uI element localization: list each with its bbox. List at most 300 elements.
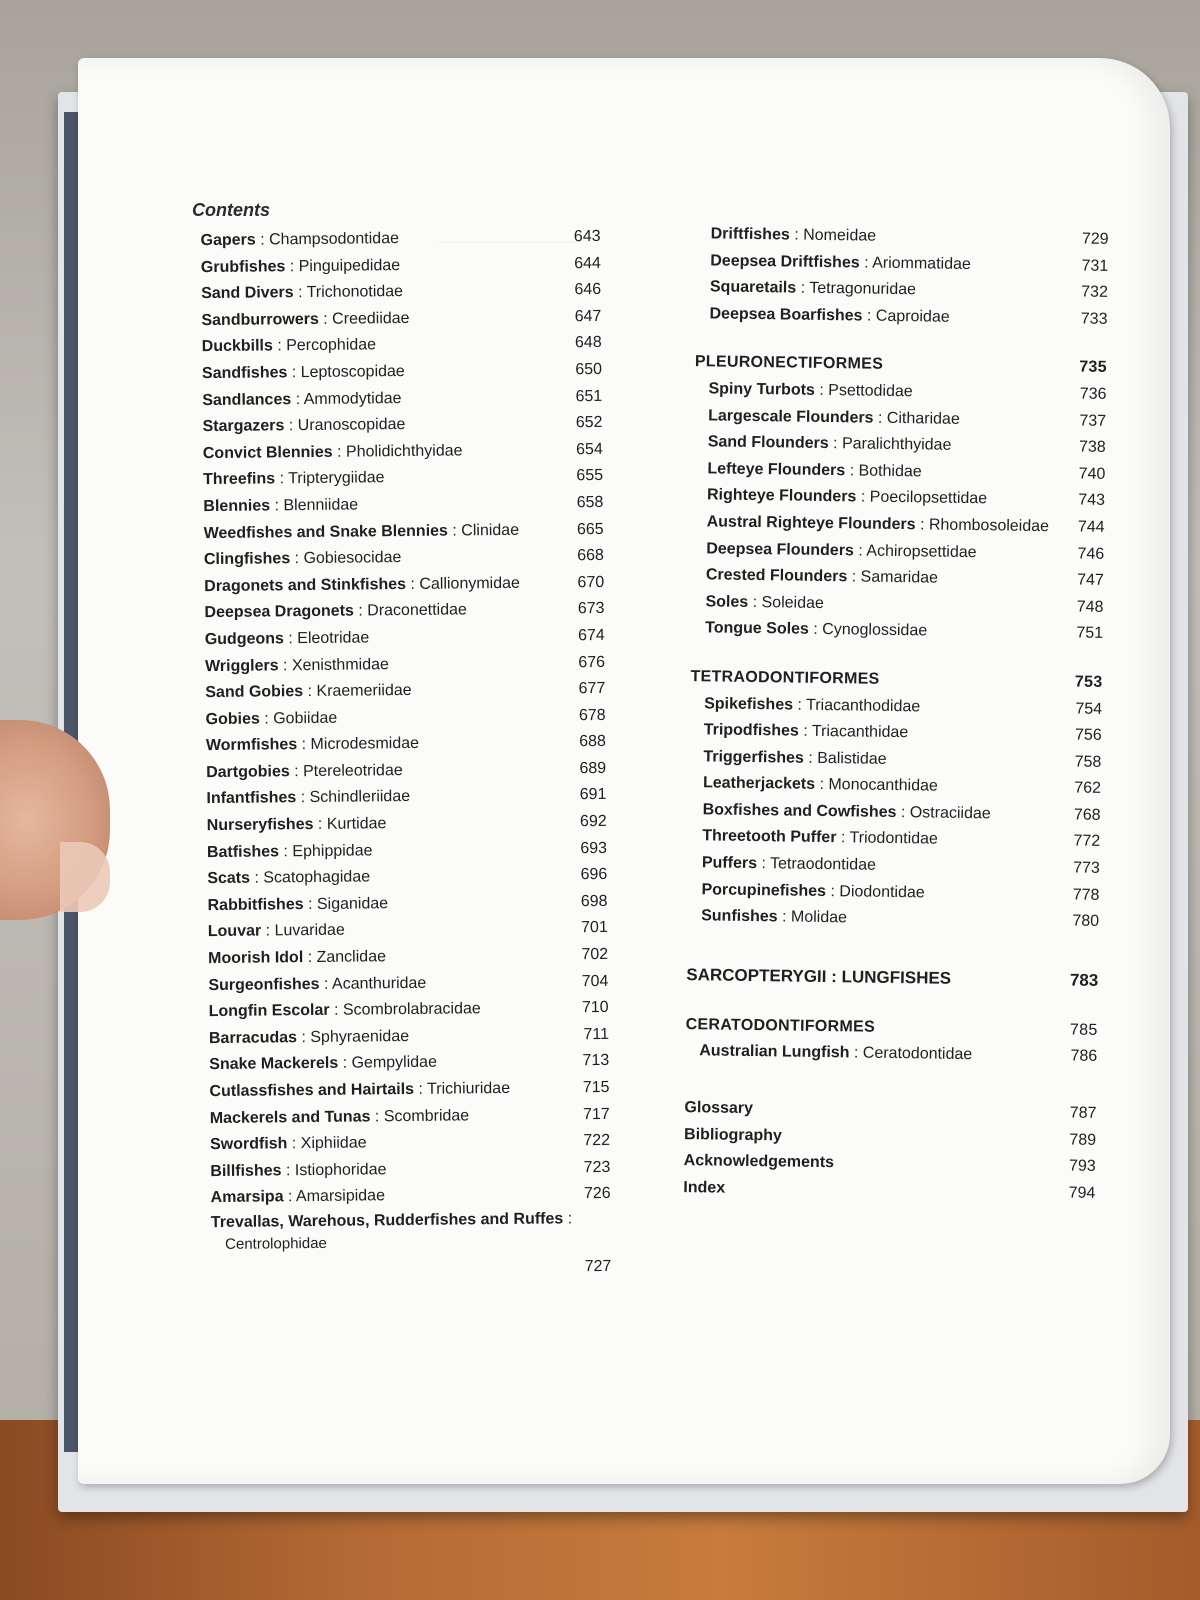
toc-entry[interactable]	[201, 251, 601, 282]
entry-common-name: Surgeonfishes	[208, 975, 320, 994]
entry-page-number: 691	[579, 786, 607, 804]
entry-common-name: Driftfishes	[710, 225, 790, 244]
entry-family-name: Blenniidae	[283, 496, 359, 515]
entry-common-name: Spikefishes	[704, 694, 794, 714]
back-matter-label: Glossary	[684, 1099, 754, 1118]
entry-common-name: Dartgobies	[206, 763, 290, 781]
back-matter-label: Acknowledgements	[683, 1152, 835, 1172]
entry-family-name: Scombrolabracidae	[342, 1000, 481, 1019]
entry-page-number: 731	[1081, 257, 1109, 275]
entry-family-name: Pholidichthyidae	[345, 442, 463, 461]
entry-family-name: Achiropsettidae	[866, 542, 977, 561]
entry-name: Squaretails : Tetragonuridae	[709, 278, 917, 299]
entry-name: Driftfishes : Nomeidae	[710, 225, 877, 245]
book-page	[78, 58, 1170, 1484]
entry-name: Surgeonfishes : Acanthuridae	[208, 974, 427, 994]
toc-entry[interactable]	[207, 862, 607, 893]
entry-name: Swordfish : Xiphiidae	[209, 1134, 367, 1154]
entry-page-number: 698	[580, 892, 608, 911]
entry-page-number: 704	[581, 972, 609, 990]
entry-page-number: 655	[576, 467, 604, 485]
entry-page-number: 658	[576, 493, 604, 512]
entry-name: Sandburrowers : Creediidae	[201, 309, 410, 329]
entry-common-name: Sandburrowers	[201, 310, 319, 329]
entry-family-name: Microdesmidae	[310, 735, 420, 754]
entry-common-name: Puffers	[701, 854, 758, 873]
entry-common-name: Australian Lungfish	[699, 1042, 850, 1062]
entry-name: Stargazers : Uranoscopidae	[202, 416, 406, 436]
entry-family-name: Nomeidae	[803, 226, 877, 245]
entry-page-number: 713	[582, 1052, 610, 1070]
toc-entry[interactable]	[205, 649, 605, 680]
entry-common-name: Righteye Flounders	[706, 486, 857, 506]
toc-entry[interactable]	[206, 729, 606, 760]
entry-page-number: 646	[574, 281, 602, 299]
entry-name: Longfin Escolar : Scombrolabracidae	[208, 1000, 481, 1021]
entry-page-number: 732	[1081, 283, 1109, 302]
entry-common-name: Sunfishes	[701, 907, 778, 926]
entry-family-name: Triodontidae	[849, 829, 938, 849]
entry-page-number: 654	[576, 440, 603, 458]
toc-entry[interactable]	[202, 330, 602, 361]
entry-common-name: Weedfishes and Snake Blennies	[203, 522, 448, 542]
entry-page-number: 688	[579, 733, 606, 751]
entry-page-number: 723	[583, 1158, 611, 1176]
entry-name: Australian Lungfish : Ceratodontidae	[699, 1042, 973, 1064]
entry-page-number: 780	[1072, 912, 1100, 931]
entry-common-name: Sandlances	[202, 390, 292, 409]
entry-common-name: Wrigglers	[204, 656, 279, 675]
entry-common-name: Stargazers	[202, 417, 285, 436]
entry-name: Deepsea Flounders : Achiropsettidae	[706, 539, 977, 561]
entry-name: Convict Blennies : Pholidichthyidae	[202, 442, 463, 462]
entry-common-name: Rabbitfishes	[207, 895, 304, 914]
toc-entry[interactable]	[709, 301, 1107, 333]
entry-common-name: Grubfishes	[200, 257, 286, 276]
entry-family-name: Molidae	[790, 908, 848, 927]
toc-entry[interactable]	[207, 809, 607, 840]
entry-name: Puffers : Tetraodontidae	[701, 854, 877, 874]
toc-entry[interactable]	[200, 224, 600, 255]
entry-page-number: 748	[1076, 598, 1104, 616]
entry-page-number: 670	[577, 573, 605, 591]
entry-name: Wormfishes : Microdesmidae	[205, 735, 420, 755]
entry-common-name: Triggerfishes	[703, 748, 804, 767]
entry-common-name: Largescale Flounders	[708, 406, 874, 427]
entry-common-name: Tongue Soles	[705, 619, 810, 639]
toc-entry[interactable]	[207, 836, 607, 867]
entry-name: Gapers : Champsodontidae	[200, 230, 400, 250]
entry-family-name: Ammodytidae	[303, 389, 402, 408]
toc-entry[interactable]	[210, 1101, 610, 1132]
entry-common-name: Louvar	[207, 922, 262, 941]
entry-name: Gobies : Gobiidae	[205, 709, 338, 728]
toc-entry[interactable]	[210, 1155, 610, 1186]
toc-entry[interactable]	[207, 889, 607, 920]
entry-common-name: Porcupinefishes	[701, 880, 827, 900]
toc-entry[interactable]	[205, 623, 605, 654]
entry-family-name: Tetragonuridae	[809, 279, 917, 299]
toc-entry[interactable]	[206, 756, 606, 787]
entry-common-name: Sand Gobies	[205, 683, 304, 702]
entry-name: Blennies : Blenniidae	[203, 496, 359, 516]
entry-family-name: Ephippidae	[292, 842, 373, 860]
entry-common-name: Convict Blennies	[202, 443, 333, 462]
entry-common-name: Barracudas	[208, 1028, 298, 1047]
entry-name: Dragonets and Stinkfishes : Callionymidae	[204, 574, 520, 595]
entry-page-number: 652	[575, 414, 603, 432]
entry-name: Scats : Scatophagidae	[207, 868, 371, 888]
entry-name: Threefins : Tripterygiidae	[203, 469, 385, 489]
entry-common-name: Clingfishes	[203, 550, 291, 569]
entry-family-name: Eleotridae	[297, 629, 370, 648]
entry-family-name: Pinguipedidae	[298, 256, 401, 275]
entry-name: Sand Gobies : Kraemeriidae	[205, 682, 412, 702]
entry-name: Clingfishes : Gobiesocidae	[203, 549, 402, 569]
entry-family-name: Siganidae	[316, 895, 389, 913]
entry-family-name: Kurtidae	[326, 815, 387, 833]
entry-page-number: 754	[1075, 700, 1103, 718]
entry-page-number: 689	[579, 759, 607, 778]
back-matter-page: 794	[1068, 1184, 1096, 1202]
toc-entry[interactable]	[206, 782, 606, 813]
entry-common-name: Deepsea Driftfishes	[710, 251, 860, 272]
toc-entry[interactable]	[209, 1022, 609, 1053]
entry-page-number: 644	[574, 254, 601, 272]
entry-family-name: Leptoscopidae	[300, 362, 405, 382]
entry-family-name: Sphyraenidae	[310, 1027, 410, 1046]
order-heading-ceratodontiformes[interactable]: CERATODONTIFORMES 785	[685, 1015, 1098, 1039]
entry-common-name: Gapers	[200, 231, 256, 250]
entry-family-name: Draconettidae	[367, 601, 467, 620]
entry-common-name: Nurseryfishes	[206, 816, 314, 835]
entry-common-name: Longfin Escolar	[208, 1002, 330, 1021]
entry-family-name: Kraemeriidae	[316, 682, 412, 701]
entry-name: Tongue Soles : Cynoglossidae	[705, 619, 928, 640]
entry-page-number: 756	[1074, 726, 1102, 744]
toc-entry[interactable]	[210, 1128, 610, 1159]
toc-entry[interactable]	[204, 543, 604, 574]
entry-name: Lefteye Flounders : Bothidae	[707, 460, 922, 481]
right-top-entries	[695, 221, 1108, 333]
entry-page-number: 737	[1079, 412, 1107, 430]
entry-page-number: 736	[1079, 385, 1107, 403]
entry-common-name: Cutlassfishes and Hairtails	[209, 1080, 415, 1101]
entry-name: Sandlances : Ammodytidae	[202, 389, 402, 409]
entry-name: Cutlassfishes and Hairtails : Trichiuridae	[209, 1079, 511, 1101]
entry-common-name: Trevallas, Warehous, Rudderfishes and Ruffes	[210, 1210, 564, 1232]
tetraodontiformes-entries	[687, 691, 1102, 936]
entry-page-number: 648	[574, 334, 602, 352]
back-matter-page: 787	[1069, 1104, 1097, 1122]
entry-common-name: Wormfishes	[205, 736, 298, 755]
entry-page-number: 768	[1073, 806, 1101, 824]
entry-page-number: 693	[580, 839, 608, 857]
entry-page-number: 717	[582, 1105, 610, 1123]
entry-family-name: Creediidae	[332, 309, 410, 328]
toc-entry[interactable]	[201, 277, 601, 308]
entry-family-name: Acanthuridae	[331, 974, 427, 993]
entry-page-number: 647	[574, 307, 602, 325]
entry-family-name: Gobiesocidae	[303, 549, 402, 568]
entry-page-number: 692	[579, 812, 607, 831]
entry-common-name: Deepsea Boarfishes	[709, 305, 863, 325]
entry-page-number: 673	[577, 600, 605, 618]
entry-name: Billfishes : Istiophoridae	[210, 1161, 387, 1180]
entry-common-name: Batfishes	[206, 842, 280, 861]
toc-entry[interactable]	[208, 942, 608, 973]
entry-common-name: Infantfishes	[206, 789, 297, 808]
entry-name: Spiny Turbots : Psettodidae	[708, 380, 913, 401]
entry-page-number: 696	[580, 866, 608, 884]
entry-name: Dartgobies : Ptereleotridae	[206, 761, 403, 781]
entry-family-name: Ostraciidae	[909, 804, 991, 823]
entry-family-name: Luvaridae	[274, 922, 345, 940]
toc-entry[interactable]	[203, 463, 603, 494]
entry-page-number: 674	[577, 626, 605, 645]
toc-entry[interactable]	[208, 915, 608, 946]
entry-family-name: Callionymidae	[419, 574, 520, 593]
entry-common-name: Blennies	[203, 497, 271, 516]
entry-common-name: Leatherjackets	[702, 774, 816, 794]
entry-name: Triggerfishes : Balistidae	[703, 748, 887, 768]
entry-common-name: Lefteye Flounders	[707, 460, 846, 480]
entry-family-name: Monocanthidae	[828, 776, 938, 795]
entry-common-name: Squaretails	[709, 278, 797, 297]
entry-page-number: 738	[1078, 438, 1106, 457]
entry-common-name: Tripodfishes	[703, 721, 799, 740]
page-title: Contents	[192, 200, 270, 220]
entry-page-number: 747	[1077, 571, 1105, 590]
entry-family-name: Soleidae	[761, 593, 824, 612]
entry-name: Nurseryfishes : Kurtidae	[206, 815, 387, 835]
entry-common-name: Sand Flounders	[707, 433, 829, 453]
entry-name: Soles : Soleidae	[705, 593, 824, 612]
entry-name: Largescale Flounders : Citharidae	[708, 406, 960, 428]
toc-entry[interactable]	[209, 1048, 609, 1079]
entry-common-name: Deepsea Flounders	[706, 539, 855, 559]
entry-name: Batfishes : Ephippidae	[206, 842, 373, 861]
entry-page-number: 786	[1070, 1047, 1098, 1066]
entry-page-number: 751	[1076, 624, 1104, 643]
entry-family-name: Trichonotidae	[306, 283, 404, 302]
class-heading-sarcopterygii[interactable]: SARCOPTERYGII : LUNGFISHES 783	[686, 964, 1099, 990]
entry-family-name: Uranoscopidae	[297, 416, 406, 435]
entry-name: Austral Righteye Flounders : Rhombosoleidae	[706, 513, 1050, 536]
entry-family-name: Xiphiidae	[300, 1134, 367, 1153]
toc-entry[interactable]	[205, 676, 605, 707]
entry-family-name: Xenisthmidae	[291, 655, 389, 674]
toc-entry[interactable]	[705, 616, 1103, 648]
toc-entry[interactable]	[701, 904, 1099, 936]
entry-family-name: Trichiuridae	[426, 1079, 511, 1098]
entry-family-name: Citharidae	[886, 409, 960, 428]
entry-common-name: Mackerels and Tunas	[209, 1107, 371, 1127]
entry-family-name: Percophidae	[286, 336, 377, 355]
entry-family-name: Diodontidae	[839, 882, 925, 902]
left-entry-list	[200, 224, 610, 1212]
entry-name: Grubfishes : Pinguipedidae	[200, 256, 401, 276]
toc-entry[interactable]	[201, 304, 601, 335]
entry-page-number: 677	[578, 680, 606, 698]
toc-entry-trevallas[interactable]: Trevallas, Warehous, Rudderfishes and Ruffes : Centrolophidae 727	[211, 1208, 612, 1286]
entry-page-number: 668	[577, 547, 605, 565]
entry-page-number: 710	[581, 999, 609, 1017]
entry-page-number: 773	[1073, 859, 1100, 877]
entry-page-number: 727	[584, 1257, 612, 1276]
entry-family-name: Zanclidae	[316, 948, 387, 966]
entry-name: Sunfishes : Molidae	[701, 907, 848, 927]
entry-page-number: 702	[581, 945, 609, 964]
entry-family-name: Gempylidae	[351, 1054, 438, 1072]
entry-name: Porcupinefishes : Diodontidae	[701, 880, 925, 902]
entry-common-name: Threetooth Puffer	[702, 827, 837, 847]
toc-entry[interactable]	[203, 490, 603, 521]
entry-name: Spikefishes : Triacanthodidae	[704, 694, 921, 715]
entry-common-name: Sandfishes	[201, 364, 288, 383]
entry-name: Wrigglers : Xenisthmidae	[204, 655, 389, 675]
entry-name: Snake Mackerels : Gempylidae	[209, 1054, 438, 1074]
toc-entry[interactable]	[208, 969, 608, 1000]
entry-name: Deepsea Boarfishes : Caproidae	[709, 305, 950, 326]
entry-common-name: Scats	[207, 869, 251, 888]
pleuronectiformes-entries	[691, 376, 1107, 648]
entry-name: Leatherjackets : Monocanthidae	[702, 774, 938, 795]
entry-name: Sand Divers : Trichonotidae	[201, 283, 404, 303]
entry-family-name: Paralichthyidae	[841, 435, 952, 454]
entry-family-name: Centrolophidae	[225, 1234, 327, 1253]
entry-common-name: Moorish Idol	[208, 949, 304, 968]
entry-family-name: Psettodidae	[828, 381, 913, 401]
entry-page-number: 762	[1074, 779, 1102, 798]
entry-family-name: Ceratodontidae	[862, 1045, 973, 1064]
entry-name: Moorish Idol : Zanclidae	[208, 948, 387, 968]
back-matter-page: 789	[1069, 1131, 1097, 1149]
entry-page-number: 744	[1077, 518, 1105, 536]
entry-name: Tripodfishes : Triacanthidae	[703, 721, 909, 742]
entry-common-name: Crested Flounders	[705, 566, 848, 586]
entry-family-name: Tetraodontidae	[769, 855, 877, 874]
entry-family-name: Caproidae	[875, 307, 950, 326]
entry-family-name: Amarsipidae	[295, 1187, 386, 1206]
entry-page-number: 740	[1078, 465, 1106, 483]
entry-page-number: 651	[575, 387, 603, 405]
entry-family-name: Ariommatidae	[872, 254, 971, 273]
back-matter-page: 793	[1068, 1157, 1096, 1176]
entry-family-name: Gobiidae	[273, 709, 338, 728]
entry-page-number: 676	[578, 653, 606, 671]
entry-page-number: 746	[1077, 545, 1105, 563]
toc-entry[interactable]	[209, 1075, 609, 1106]
entry-name: Rabbitfishes : Siganidae	[207, 895, 389, 914]
entry-common-name: Deepsea Dragonets	[204, 602, 354, 622]
entry-page-number: 758	[1074, 753, 1102, 771]
entry-page-number: 729	[1081, 230, 1109, 248]
entry-page-number: 772	[1073, 832, 1101, 851]
entry-name: Duckbills : Percophidae	[201, 336, 377, 356]
toc-entry[interactable]	[204, 570, 604, 601]
entry-page-number: 665	[576, 520, 604, 538]
entry-family-name: Champsodontidae	[268, 230, 400, 249]
order-heading-pleuronectiformes[interactable]: PLEURONECTIFORMES 735	[694, 353, 1107, 377]
entry-family-name: Tripterygiidae	[288, 469, 385, 488]
entry-name: Righteye Flounders : Poecilopsettidae	[706, 486, 988, 508]
entry-family-name: Scombridae	[383, 1106, 470, 1125]
entry-name: Weedfishes and Snake Blennies : Clinidae	[203, 521, 520, 542]
back-matter-label: Index	[683, 1178, 726, 1197]
entry-common-name: Threefins	[203, 470, 276, 489]
entry-name: Barracudas : Sphyraenidae	[208, 1027, 410, 1047]
entry-page-number: 733	[1080, 310, 1108, 328]
toc-entry[interactable]	[699, 1039, 1097, 1071]
entry-family-name: Triacanthodidae	[805, 696, 921, 715]
entry-family-name: Bothidae	[858, 462, 922, 481]
entry-family-name: Clinidae	[461, 521, 520, 539]
entry-common-name: Sand Divers	[201, 284, 294, 303]
entry-common-name: Snake Mackerels	[209, 1055, 339, 1074]
entry-common-name: Boxfishes and Cowfishes	[702, 801, 897, 821]
back-matter-item[interactable]	[683, 1175, 1095, 1207]
entry-page-number: 711	[583, 1025, 610, 1043]
entry-name: Deepsea Driftfishes : Ariommatidae	[710, 251, 971, 273]
toc-entry[interactable]	[210, 1181, 610, 1212]
entry-family-name: Balistidae	[817, 749, 887, 768]
back-matter-list	[683, 1095, 1096, 1207]
entry-family-name: Poecilopsettidae	[869, 488, 988, 508]
entry-name: Deepsea Dragonets : Draconettidae	[204, 601, 467, 622]
toc-entry[interactable]	[204, 516, 604, 547]
entry-page-number: 743	[1078, 491, 1106, 510]
entry-common-name: Gudgeons	[204, 630, 284, 649]
toc-entry[interactable]	[209, 995, 609, 1026]
thumbnail	[60, 842, 110, 912]
toc-entry[interactable]	[202, 383, 602, 414]
entry-common-name: Swordfish	[209, 1135, 288, 1154]
entry-common-name: Gobies	[205, 710, 260, 728]
entry-name: Mackerels and Tunas : Scombridae	[209, 1106, 470, 1127]
toc-entry[interactable]	[204, 596, 604, 627]
entry-name: Sandfishes : Leptoscopidae	[201, 362, 405, 383]
entry-page-number: 726	[583, 1185, 611, 1203]
entry-family-name: Schindleriidae	[309, 788, 411, 807]
entry-page-number: 715	[582, 1078, 610, 1097]
entry-common-name: Duckbills	[201, 337, 273, 356]
entry-name: Louvar : Luvaridae	[207, 922, 345, 941]
contents-right-column	[683, 221, 1109, 1207]
entry-family-name: Rhombosoleidae	[928, 516, 1050, 536]
entry-page-number: 722	[583, 1132, 611, 1150]
entry-common-name: Austral Righteye Flounders	[706, 513, 916, 534]
entry-family-name: Scatophagidae	[263, 868, 371, 887]
entry-name: Infantfishes : Schindleriidae	[206, 788, 411, 808]
entry-family-name: Cynoglossidae	[822, 621, 928, 640]
entry-name: Amarsipa : Amarsipidae	[210, 1187, 386, 1207]
toc-entry[interactable]	[202, 410, 602, 441]
toc-entry[interactable]	[203, 437, 603, 468]
toc-entry[interactable]	[202, 357, 602, 388]
entry-name: Boxfishes and Cowfishes : Ostraciidae	[702, 801, 991, 823]
entry-common-name: Dragonets and Stinkfishes	[204, 575, 407, 595]
entry-family-name: Ptereleotridae	[302, 761, 403, 780]
entry-page-number: 643	[573, 227, 601, 246]
entry-page-number: 701	[581, 919, 608, 937]
back-matter-label: Bibliography	[683, 1125, 783, 1145]
contents-left-column	[200, 224, 611, 1286]
bleed-through-text: ──────────────	[438, 233, 577, 249]
entry-page-number: 678	[578, 706, 606, 724]
order-heading-tetraodontiformes[interactable]: TETRAODONTIFORMES 753	[690, 668, 1103, 691]
toc-entry[interactable]	[205, 703, 605, 734]
